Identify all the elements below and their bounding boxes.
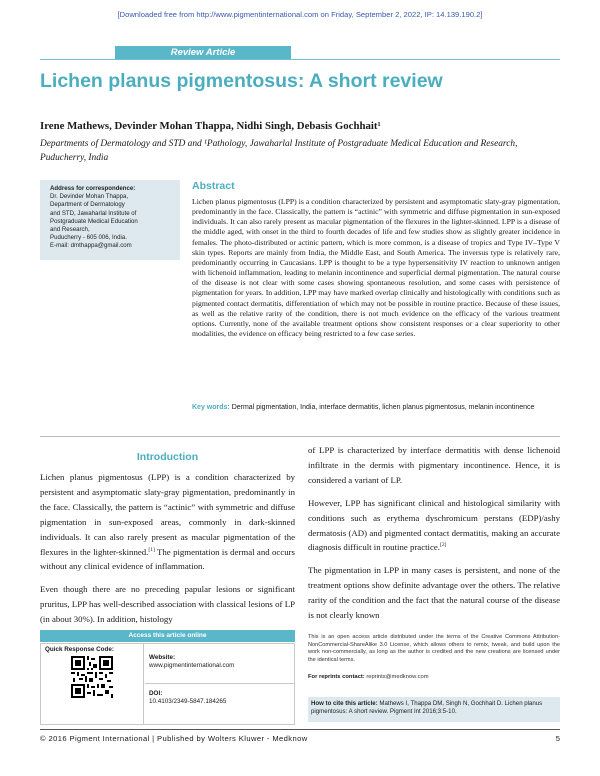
correspondence-line: and Research, bbox=[50, 226, 90, 234]
access-online-heading: Access this article online bbox=[40, 630, 295, 642]
access-online-box bbox=[40, 643, 295, 725]
reprints-contact bbox=[308, 674, 560, 680]
citation-box bbox=[308, 697, 560, 722]
abstract-heading: Abstract bbox=[192, 180, 235, 192]
body-paragraph-3: The pigmentation in LPP in many cases is persistent, and none of the treatment options show definite advantage over the others. The relative rarity of the condition and the fact that the natural course of the disease is not clearly known bbox=[308, 565, 560, 621]
header-divider bbox=[40, 59, 560, 60]
correspondence-box bbox=[40, 180, 180, 260]
affiliation: Departments of Dermatology and STD and ¹Pathology, Jawaharlal Institute of Postgraduate Medical Education and Research, Puducherry, India bbox=[40, 139, 518, 163]
introduction-heading: Introduction bbox=[136, 451, 199, 463]
citation-ref[interactable]: [1] bbox=[148, 546, 155, 553]
section-divider bbox=[40, 436, 560, 437]
keywords-label: Key words: bbox=[192, 404, 230, 411]
doi-cell bbox=[145, 685, 294, 724]
citation-label: How to cite this article: bbox=[311, 700, 378, 707]
body-paragraph-1: of LPP is characterized by interface dermatitis with dense lichenoid infiltrate in the dermis with pigmentary incontinence. Hence, it is considered a variant of LP. bbox=[308, 445, 560, 485]
license-text: This is an open access article distributed under the terms of the Creative Commons Attribution-NonCommercial-ShareAlike 3.0 License, which allows others to remix, tweak, and build upon the work non-commercially, as long as the author is credited and the new creations are licensed under the identical terms. bbox=[308, 634, 560, 663]
article-type-badge: Review Article bbox=[115, 46, 291, 60]
reprints-label: For reprints contact: bbox=[308, 674, 365, 680]
article-title: Lichen planus pigmentosus: A short review bbox=[40, 70, 443, 92]
correspondence-line: Dr. Devinder Mohan Thappa, bbox=[50, 193, 129, 201]
doi-value[interactable]: 10.4103/2349-5847.184265 bbox=[149, 698, 227, 705]
correspondence-email[interactable]: E-mail: dmthappa@gmail.com bbox=[50, 242, 132, 250]
page-number: 5 bbox=[555, 734, 560, 743]
keywords bbox=[192, 403, 560, 413]
citation-ref[interactable]: [2] bbox=[440, 542, 447, 549]
qr-cell bbox=[41, 644, 144, 724]
qr-label: Quick Response Code: bbox=[45, 646, 114, 653]
right-column bbox=[308, 443, 560, 621]
author-list: Irene Mathews, Devinder Mohan Thappa, Nidhi Singh, Debasis Gochhait¹ bbox=[40, 120, 381, 132]
reprints-email[interactable]: reprints@medknow.com bbox=[366, 674, 429, 680]
correspondence-line: and STD, Jawaharlal Institute of bbox=[50, 209, 137, 217]
website-label: Website: bbox=[149, 654, 176, 661]
intro-paragraph-1: Lichen planus pigmentosus (LPP) is a condition characterized by persistent and asymptomatic slaty-gray pigmentation, predominantly in the face. Classically, the pattern is “actinic” with symmetric and diffuse pigmentation in sun-exposed areas, commonly in dark-skinned individuals. It can also rarely present as macular pigmentation of the flexures in the lighter-skinned.[1] The pigmentation is dermal and occurs without any clinical evidence of inflammation. bbox=[40, 472, 295, 572]
correspondence-line: Department of Dermatology bbox=[50, 201, 125, 209]
footer-divider bbox=[40, 729, 560, 730]
left-column bbox=[40, 470, 295, 625]
qr-code-icon[interactable] bbox=[71, 656, 113, 698]
footer-publisher: © 2016 Pigment International | Published by Wolters Kluwer - Medknow bbox=[40, 734, 308, 743]
body-paragraph-2: However, LPP has significant clinical and histological similarity with conditions such as erythema dyschromicum perstans (EDP)/ashy dermatosis (AD) and pigmented contact dermatitis, making an accurate diagnosis difficult in routine practice.[2] bbox=[308, 497, 560, 553]
website-cell bbox=[145, 644, 294, 684]
download-banner: [Downloaded free from http://www.pigmentinternational.com on Friday, September 2, 2022, IP: 14.139.190.2] bbox=[117, 10, 483, 19]
keywords-text: Dermal pigmentation, India, interface dermatitis, lichen planus pigmentosus, melanin incontinence bbox=[231, 404, 535, 411]
abstract-text: Lichen planus pigmentosus (LPP) is a condition characterized by persistent and asymptomatic slaty-gray pigmentation, predominantly in the face. Classically, the pattern is “actinic” with symmetric and diffuse pigmentation in sun-exposed individuals. It can also rarely present as macular pigmentation of the flexures in the lighter-skinned. LPP is a disease of the middle aged, with onset in the third to fourth decades of life and few studies show as slightly greater incidence in females. The photo-distributed or actinic pattern, which is more common, is a disease of tropics and Type IV–Type V skin types. Reports are mainly from India, the Middle East, and South America. The inversus type is relatively rare, predominantly occurring in Caucasians. LPP is thought to be a type hypersensitivity IV reaction to unknown antigen with lichenoid inflammation, leading to melanin incontinence and superficial dermal pigmentation. The natural course of the disease is not clear with some cases showing spontaneous resolution, and some cases with persistence of pigmentation for years. In addition, LPP may have marked overlap clinically and histologically with conditions such as pigmented contact dermatitis, differentiation of which may not be possible in routine practice. Because of these issues, as well as the relative rarity of the condition, there is not much evidence on the efficacy of the various treatment options. Currently, none of the available treatment options show consistent responses or a clear superiority to other modalities, the evidence on efficacy being restricted to a few case series. bbox=[192, 197, 560, 339]
website-link[interactable]: www.pigmentinternational.com bbox=[149, 662, 235, 669]
correspondence-heading: Address for correspondence: bbox=[50, 185, 136, 192]
intro-paragraph-2: Even though there are no preceding papular lesions or significant pruritus, LPP has well-described association with classical lesions of LP (in about 30%). In addition, histology bbox=[40, 584, 295, 625]
doi-label: DOI: bbox=[149, 690, 163, 697]
citation-text: Mathews I, Thappa DM, Singh N, Gochhait D. Lichen planus pigmentosus: A short review. Pigment Int 2016;3:5-10. bbox=[311, 700, 543, 716]
correspondence-line: Postgraduate Medical Education bbox=[50, 217, 138, 225]
correspondence-line: Puducherry - 605 006, India. bbox=[50, 234, 127, 242]
